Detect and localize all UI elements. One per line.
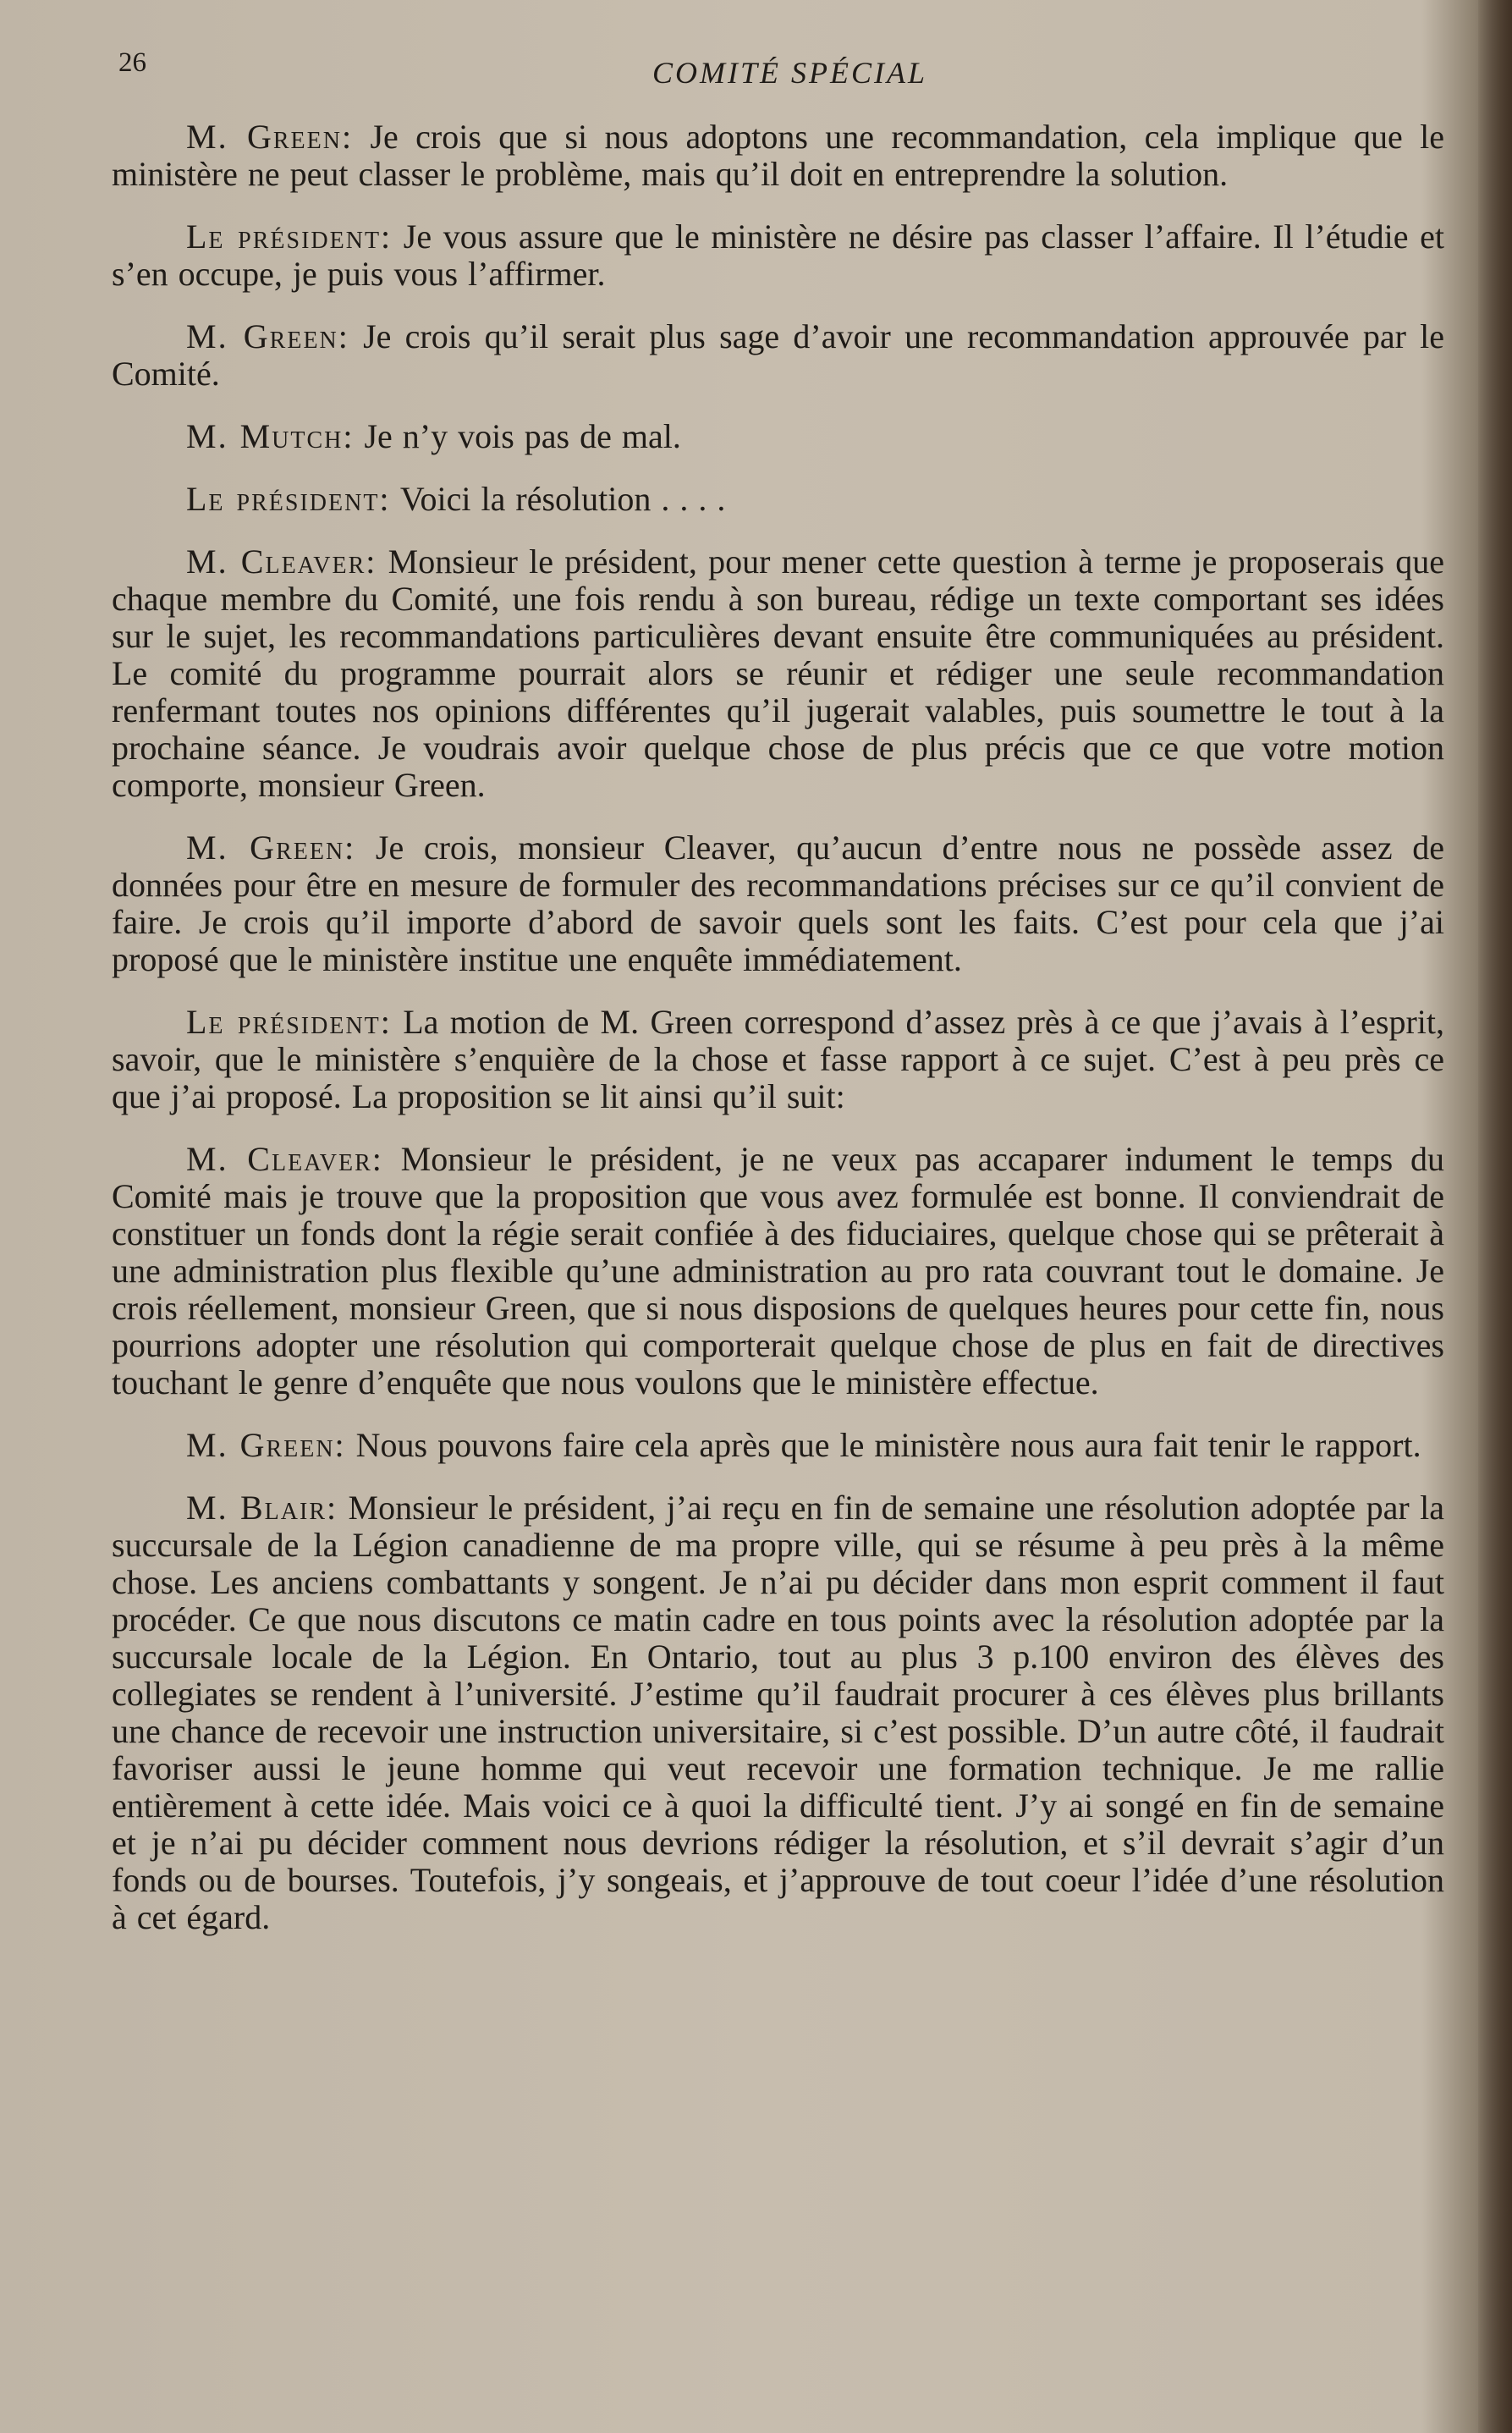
paragraph-text: Monsieur le président, je ne veux pas accaparer indument le temps du Comité mais je trouve que la proposition que vous avez formulée est bonne. Il conviendrait de constituer un fonds dont la régie serait confiée à des fiduciaires, quelque chose qui se prêterait à une administration plus flexible qu’une administration au pro rata couvrant tout le domaine. Je crois réellement, monsieur Green, que si nous disposions de quelques heures pour cette fin, nous pourrions adopter une résolution qui comporterait quelque chose de plus en fait de directives touchant le genre d’enquête que nous voulons que le ministère effectue. — [112, 1140, 1444, 1401]
paragraph-text: Voici la résolution . . . . — [390, 480, 726, 518]
paragraph-text: Je vous assure que le ministère ne désire pas classer l’affaire. Il l’étudie et s’en occupe, je puis vous l’affirmer. — [112, 217, 1445, 293]
paragraph-text: Monsieur le président, pour mener cette question à terme je proposerais que chaque membre du Comité, une fois rendu à son bureau, rédige un texte comportant ses idées sur le sujet, les recommandations particulières devant ensuite être communiquées au président. Le comité du programme pourrait alors se réunir et rédiger une seule recommandation renfermant toutes nos opinions différentes qu’il jugerait valables, puis soumettre le tout à la prochaine séance. Je voudrais avoir quelque chose de plus précis que ce que votre motion comporte, monsieur Green. — [112, 542, 1444, 804]
speaker-name: M. Green: — [186, 118, 354, 156]
speaker-name: Le président: — [186, 217, 393, 256]
paragraph-text: Monsieur le président, j’ai reçu en fin de semaine une résolution adoptée par la succursale de la Légion canadienne de ma propre ville, qui se résume à peu près à la même chose. Les anciens combattants y songent. Je n’ai pu décider dans mon esprit comment il faut procéder. Ce que nous discutons ce matin cadre en tous points avec la résolution adoptée par la succursale locale de la Légion. En Ontario, tout au plus 3 p.100 environ des élèves des collegiates se rendent à l’université. J’estime qu’il faudrait procurer à ces élèves plus brillants une chance de recevoir une instruction universitaire, si c’est possible. D’un autre côté, il faudrait favoriser aussi le jeune homme qui veut recevoir une formation technique. Je me rallie entièrement à cette idée. Mais voici ce à quoi la difficulté tient. J’y ai songé en fin de semaine et je n’ai pu décider comment nous devrions rédiger la résolution, et s’il devrait s’agir d’un fonds ou de bourses. Toutefois, j’y songeais, et j’approuve de tout coeur l’idée d’une résolution à cet égard. — [112, 1489, 1444, 1936]
book-spine-shadow — [1478, 0, 1512, 2433]
paragraph — [112, 218, 1444, 293]
paragraph — [112, 1141, 1444, 1401]
transcript-body — [112, 118, 1444, 1962]
paragraph — [112, 481, 1444, 518]
paragraph-text: Je crois, monsieur Cleaver, qu’aucun d’entre nous ne possède assez de données pour être en mesure de formuler des recommandations précises sur ce qu’il convient de faire. Je crois qu’il importe d’abord de savoir quels sont les faits. C’est pour cela que j’ai proposé que le ministère institue une enquête immédiatement. — [112, 828, 1444, 978]
speaker-name: M. Blair: — [186, 1489, 338, 1527]
paragraph-text: La motion de M. Green correspond d’assez près à ce que j’avais à l’esprit, savoir, que le ministère s’enquière de la chose et fasse rapport à ce sujet. C’est à peu près ce que j’ai proposé. La proposition se lit ainsi qu’il suit: — [112, 1003, 1444, 1115]
paragraph — [112, 829, 1444, 978]
paragraph-text: Je n’y vois pas de mal. — [354, 417, 681, 455]
speaker-name: M. Mutch: — [186, 417, 355, 455]
speaker-name: M. Green: — [186, 317, 349, 355]
paragraph — [112, 1427, 1444, 1464]
paragraph-text: Nous pouvons faire cela après que le ministère nous aura fait tenir le rapport. — [345, 1426, 1421, 1464]
speaker-name: M. Green: — [186, 828, 356, 867]
speaker-name: M. Cleaver: — [186, 542, 377, 581]
paragraph — [112, 318, 1444, 393]
page-number: 26 — [118, 47, 146, 78]
paragraph-text: Je crois qu’il serait plus sage d’avoir une recommandation approuvée par le Comité. — [112, 317, 1444, 393]
paragraph-text: Je crois que si nous adoptons une recommandation, cela implique que le ministère ne peut classer le problème, mais qu’il doit en entreprendre la solution. — [112, 118, 1444, 193]
paragraph — [112, 543, 1444, 804]
paragraph — [112, 1489, 1444, 1936]
paragraph — [112, 1004, 1444, 1115]
speaker-name: Le président: — [186, 1003, 392, 1041]
paragraph — [112, 118, 1444, 193]
speaker-name: Le président: — [186, 480, 391, 518]
speaker-name: M. Green: — [186, 1426, 346, 1464]
running-header: COMITÉ SPÉCIAL — [652, 56, 927, 90]
paragraph — [112, 418, 1444, 455]
speaker-name: M. Cleaver: — [186, 1140, 383, 1178]
